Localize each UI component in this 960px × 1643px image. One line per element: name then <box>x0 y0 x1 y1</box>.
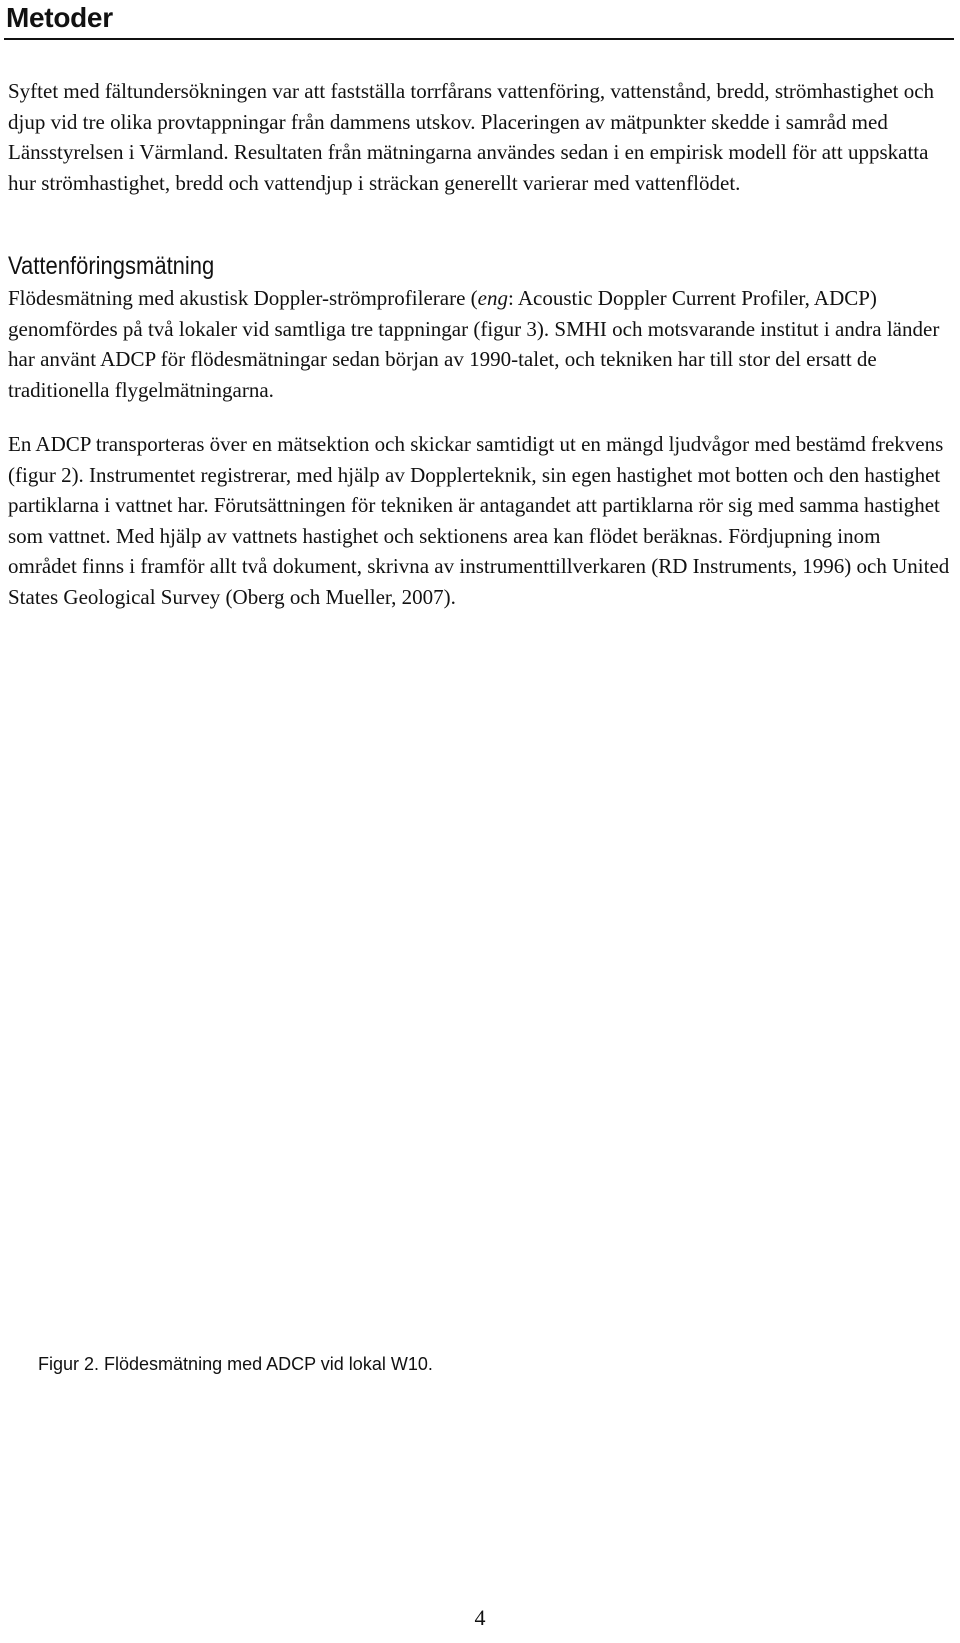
eng-abbreviation: eng <box>477 286 508 310</box>
figure-placeholder <box>8 640 953 1340</box>
page-title: Metoder <box>6 2 113 33</box>
adcp-paragraph-start: Flödesmätning med akustisk Doppler-strömprofilerare ( <box>8 286 478 310</box>
page-number: 4 <box>474 1605 486 1630</box>
adcp-paragraph <box>8 283 953 405</box>
intro-paragraph: Syftet med fältundersökningen var att fastställa torrfårans vattenföring, vattenstånd, bredd, strömhastighet och djup vid tre olika provtappningar från dammens utskov. Placeringen av mätpunkter skedde i samråd med Länsstyrelsen i Värmland. Resultaten från mätningarna användes sedan i en empirisk modell för att uppskatta hur strömhastighet, bredd och vattendjup i sträckan generellt varierar med vattenflödet. <box>8 79 935 195</box>
adcp-paragraph-rest: : Acoustic Doppler Current Profiler, ADCP) genomfördes på två lokaler vid samtliga tre tappningar (figur 3). SMHI och motsvarande institut i andra länder har använt ADCP för flödesmätningar sedan början av 1990-talet, och tekniken har till stor del ersatt de traditionella flygelmätningarna. <box>8 286 940 402</box>
heading-rule <box>4 0 954 40</box>
section-title: Vattenföringsmätning <box>8 252 215 280</box>
method-paragraph: En ADCP transporteras över en mätsektion och skickar samtidigt ut en mängd ljudvågor med bestämd frekvens (figur 2). Instrumentet registrerar, med hjälp av Dopplerteknik, sin egen hastighet mot botten och den hastighet partiklarna i vattnet har. Förutsättningen för tekniken är antagandet att partiklarna rör sig med samma hastighet som vattnet. Med hjälp av vattnets hastighet och sektionens area kan flödet beräknas. Fördjupning inom området finns i framför allt två dokument, skrivna av instrumenttillverkaren (RD Instruments, 1996) och United States Geological Survey (Oberg och Mueller, 2007). <box>8 432 950 609</box>
figure-caption: Figur 2. Flödesmätning med ADCP vid lokal W10. <box>38 1354 433 1374</box>
